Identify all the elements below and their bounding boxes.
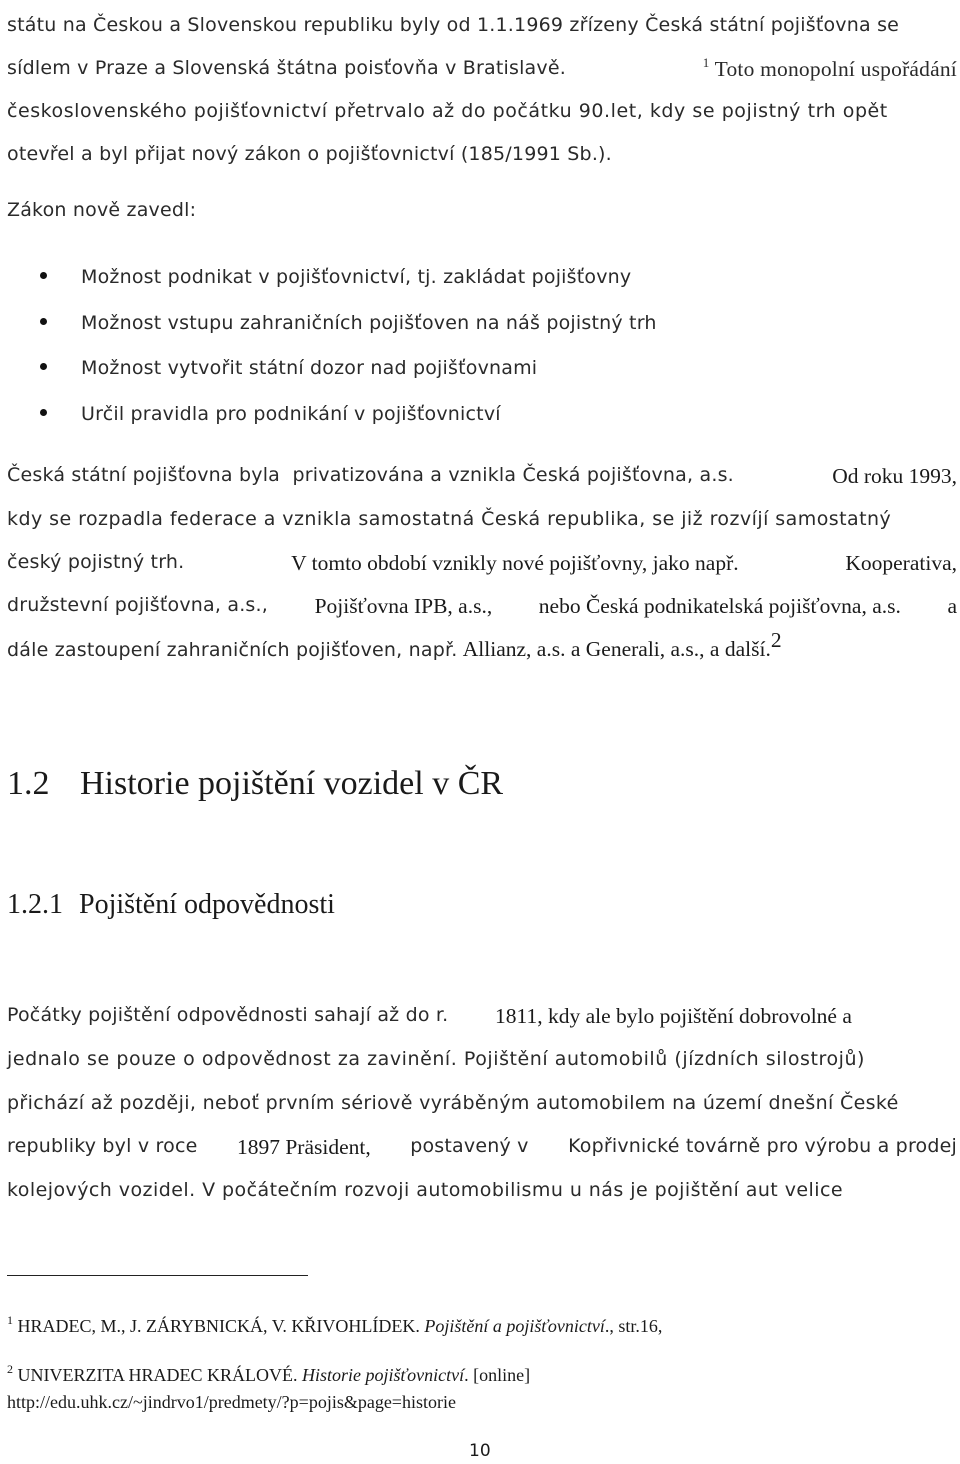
law-intro: Zákon nově zavedl: [7,199,197,221]
section-number: 1.2 [7,765,50,802]
bullet-dot-icon [40,318,47,325]
footnote-2-url[interactable]: http://edu.uhk.cz/~jindrvo1/predmety/?p=pojis&page=historie [7,1392,456,1412]
para3-line-5: kolejových vozidel. V počátečním rozvoji automobilismu u nás je pojištění aut velice [7,1179,844,1201]
section-heading [7,765,503,803]
bullet-dot-icon [40,272,47,279]
para2-line-3: český pojistný trh. V tomto období vznikly nové pojišťovny, jako např. Kooperativa, [7,551,957,575]
footnote-separator [7,1275,308,1276]
bullet-item: Určil pravidla pro podnikání v pojišťovnictví [81,403,501,425]
intro-line-2: sídlem v Praze a Slovenská štátna poisťovňa v Bratislavě. $^1$ Toto monopolní uspořádání [7,55,957,81]
para3-line-2: jednalo se pouze o odpovědnost za zavinění. Pojištění automobilů (jízdních silostrojů) [7,1048,866,1070]
bullet-item: Možnost podnikat v pojišťovnictví, tj. zakládat pojišťovny [81,266,632,288]
footnote-2: $^2$ UNIVERZITA HRADEC KRÁLOVÉ. Historie pojišťovnictví. [online] [7,1362,531,1385]
bullet-dot-icon [40,363,47,370]
subsection-number: 1.2.1 [7,889,63,920]
para3-line-3: přichází až později, neboť prvním sériově vyráběným automobilem na území dnešní České [7,1092,899,1114]
intro-line-1: státu na Českou a Slovenskou republiku byly od 1.1.1969 zřízeny Česká státní pojišťovna se [7,14,900,36]
footnote-ref-2[interactable]: 2 [770,628,782,652]
subsection-title: Pojištění odpovědnosti [79,889,335,920]
subsection-heading [7,889,335,921]
page-number: 10 [469,1441,491,1461]
para2-line-1: Česká státní pojišťovna byla privatizována a vznikla Česká pojišťovna, a.s. Od roku 1993, [7,464,957,488]
bullet-item: Možnost vytvořit státní dozor nad pojišťovnami [81,357,538,379]
para2-line-5: dále zastoupení zahraničních pojišťoven, např. Allianz, a.s. a Generali, a.s., a další.$^2$ [7,628,782,661]
intro-line-4: otevřel a byl přijat nový zákon o pojišťovnictví (185/1991 Sb.). [7,143,612,165]
para2-line-4: družstevní pojišťovna, a.s., Pojišťovna IPB, a.s., nebo Česká podnikatelská pojišťovna, a.s. a [7,594,957,618]
para3-line-4: republiky byl v roce 1897 Präsident, postavený v Kopřivnické továrně pro výrobu a prodej [7,1135,957,1159]
intro-line-3: československého pojišťovnictví přetrvalo až do počátku 90.let, kdy se pojistný trh opět [7,100,888,122]
bullet-item: Možnost vstupu zahraničních pojišťoven na náš pojistný trh [81,312,657,334]
section-title: Historie pojištění vozidel v ČR [80,765,504,802]
footnote-ref-1[interactable]: 1 [702,55,710,70]
footnote-mark: 1 [7,1313,13,1327]
footnote-mark: 2 [7,1362,13,1376]
footnote-1: $^1$ HRADEC, M., J. ZÁRYBNICKÁ, V. KŘIVOHLÍDEK. Pojištění a pojišťovnictví., str.16, [7,1313,663,1336]
para3-line-1: Počátky pojištění odpovědnosti sahají až do r. 1811, kdy ale bylo pojištění dobrovolné a [7,1004,852,1028]
bullet-dot-icon [40,409,47,416]
para2-line-2: kdy se rozpadla federace a vznikla samostatná Česká republika, se již rozvíjí samostatný [7,508,892,530]
